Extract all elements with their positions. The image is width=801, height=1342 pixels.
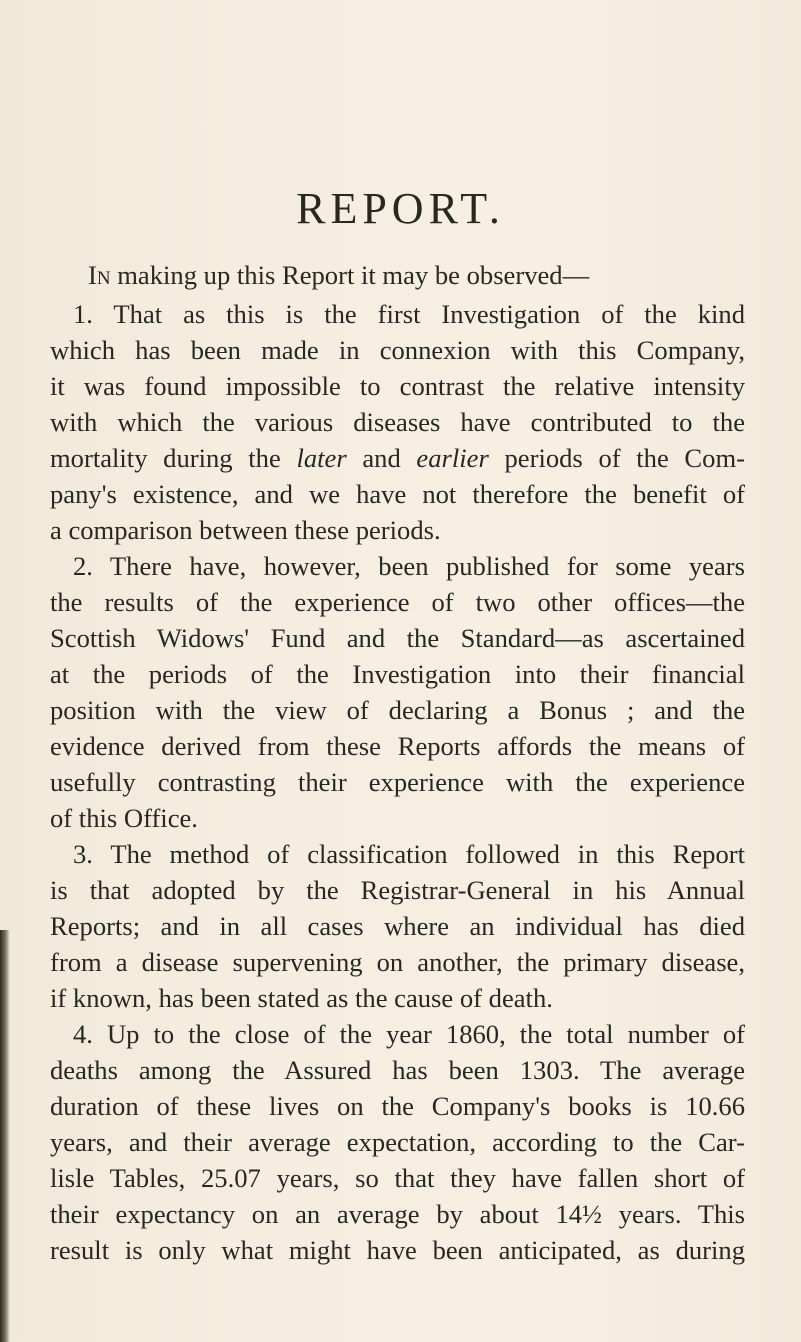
- page-edge-shadow: [0, 930, 10, 1342]
- para2-line7: usefully contrasting their experience with the experience: [50, 767, 745, 797]
- para1-line2: which has been made in connexion with this Company,: [50, 335, 745, 365]
- para1-line5-e: periods of the Com-: [488, 443, 745, 473]
- para2-line5: position with the view of declaring a Bonus ; and the: [50, 695, 745, 725]
- para1-later: later: [296, 443, 347, 473]
- report-heading: REPORT.: [296, 184, 505, 233]
- para3-line5: if known, has been stated as the cause of death.: [50, 983, 553, 1013]
- para1-line5-a: mortality during the: [50, 443, 297, 473]
- para4-line6: their expectancy on an average by about 14½ years. This: [50, 1199, 745, 1229]
- para2-line3: Scottish Widows' Fund and the Standard—as ascertained: [50, 623, 745, 653]
- para1-line1: 1. That as this is the first Investigation of the kind: [73, 299, 745, 329]
- para3-line2: is that adopted by the Registrar-General in his Annual: [50, 875, 745, 905]
- para1-line5-c: and: [346, 443, 417, 473]
- para1-line4: with which the various diseases have contributed to the: [50, 407, 745, 437]
- para1-line3: it was found impossible to contrast the relative intensity: [50, 371, 745, 401]
- para4-line5: lisle Tables, 25.07 years, so that they have fallen short of: [50, 1163, 745, 1193]
- para1-line6: pany's existence, and we have not therefore the benefit of: [50, 479, 745, 509]
- para2-line2: the results of the experience of two other offices—the: [50, 587, 745, 617]
- para3-line4: from a disease supervening on another, the primary disease,: [50, 947, 745, 977]
- para3-line3: Reports; and in all cases where an individual has died: [50, 911, 745, 941]
- para2-line8: of this Office.: [50, 803, 198, 833]
- para2-line6: evidence derived from these Reports affords the means of: [50, 731, 745, 761]
- para1-line7: a comparison between these periods.: [50, 515, 441, 545]
- para1-earlier: earlier: [416, 443, 489, 473]
- para4-line4: years, and their average expectation, according to the Car-: [50, 1127, 745, 1157]
- para4-line3: duration of these lives on the Company's books is 10.66: [50, 1091, 745, 1121]
- para2-line1: 2. There have, however, been published for some years: [73, 551, 745, 581]
- para3-line1: 3. The method of classification followed in this Report: [73, 839, 745, 869]
- para4-line1: 4. Up to the close of the year 1860, the total number of: [73, 1019, 745, 1049]
- para4-line7: result is only what might have been anticipated, as during: [50, 1235, 745, 1265]
- para2-line4: at the periods of the Investigation into their financial: [50, 659, 745, 689]
- para4-line2: deaths among the Assured has been 1303. The average: [50, 1055, 745, 1085]
- intro-lead: In: [88, 260, 111, 290]
- intro-rest: making up this Report it may be observed—: [110, 260, 590, 290]
- intro-line: [88, 262, 589, 289]
- para1-line5: [50, 445, 745, 472]
